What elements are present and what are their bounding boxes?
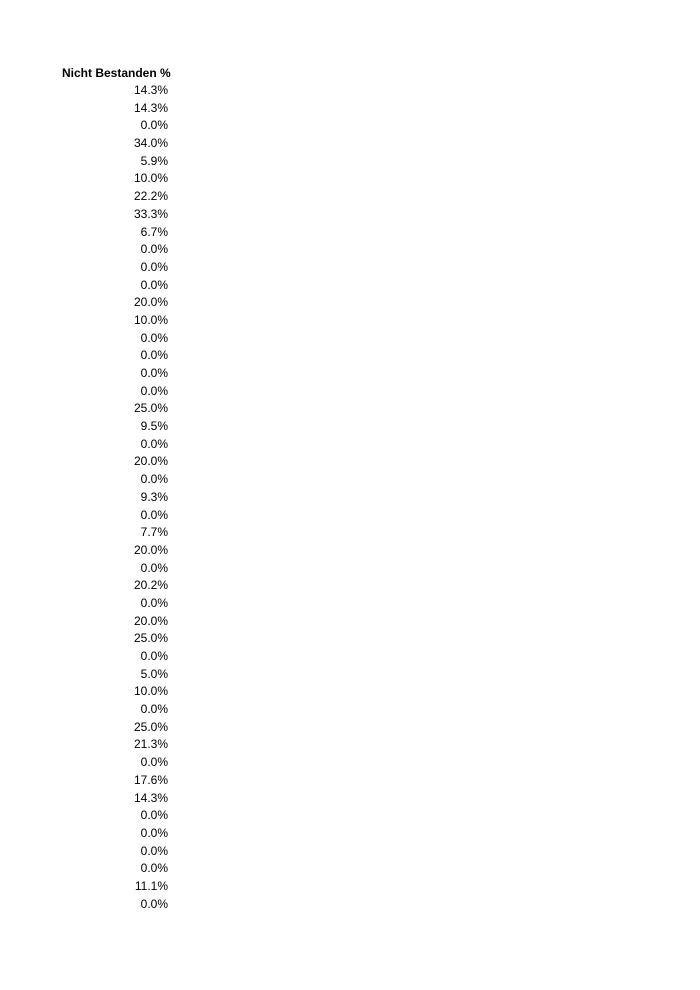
value-cell: 0.0% [140, 366, 168, 380]
value-cell: 0.0% [140, 649, 168, 663]
column-cells [62, 82, 168, 913]
value-cell: 0.0% [140, 896, 168, 911]
value-cell: 5.9% [140, 153, 168, 168]
value-cell: 0.0% [140, 755, 168, 770]
value-cell: 0.0% [140, 348, 168, 363]
value-cell: 20.0% [133, 454, 168, 469]
value-cell: 0.0% [140, 330, 168, 345]
value-cell: 0.0% [140, 118, 168, 133]
value-cell: 34.0% [133, 136, 168, 151]
value-cell: 0.0% [140, 843, 168, 858]
value-cell: 20.2% [133, 578, 168, 593]
value-cell: 5.0% [140, 666, 168, 681]
column-header: Nicht Bestanden % [62, 66, 171, 80]
value-cell: 0.0% [140, 383, 168, 398]
value-cell: 6.7% [140, 224, 168, 239]
value-cell: 20.0% [133, 613, 168, 628]
value-cell: 14.3% [133, 83, 168, 97]
value-cell: 0.0% [140, 259, 168, 274]
value-cell: 14.3% [133, 100, 168, 115]
value-cell: 25.0% [133, 401, 168, 416]
value-cell: 9.5% [140, 419, 168, 434]
value-cell: 10.0% [133, 684, 168, 699]
nicht-bestanden-column [62, 64, 171, 913]
value-cell: 25.0% [133, 631, 168, 646]
value-cell: 0.0% [140, 861, 168, 876]
value-cell: 9.3% [140, 489, 168, 504]
value-cell: 0.0% [140, 808, 168, 823]
value-cell: 17.6% [133, 772, 168, 787]
value-cell: 0.0% [140, 242, 168, 257]
value-cell: 0.0% [140, 560, 168, 575]
value-cell: 0.0% [140, 436, 168, 451]
value-cell: 10.0% [133, 312, 168, 327]
value-cell: 11.1% [134, 878, 168, 893]
value-cell: 0.0% [140, 595, 168, 610]
value-cell: 0.0% [140, 507, 168, 522]
value-cell: 22.2% [133, 189, 168, 204]
value-cell: 14.3% [133, 790, 168, 805]
value-cell: 21.3% [133, 737, 168, 752]
value-cell: 7.7% [140, 525, 168, 540]
value-cell: 0.0% [140, 277, 168, 292]
value-cell: 25.0% [133, 719, 168, 734]
value-cell: 20.0% [133, 542, 168, 557]
value-cell: 20.0% [133, 295, 168, 310]
value-cell: 0.0% [140, 702, 168, 717]
value-cell: 33.3% [133, 206, 168, 221]
value-cell: 0.0% [140, 825, 168, 840]
value-cell: 0.0% [140, 472, 168, 487]
value-cell: 10.0% [133, 171, 168, 186]
